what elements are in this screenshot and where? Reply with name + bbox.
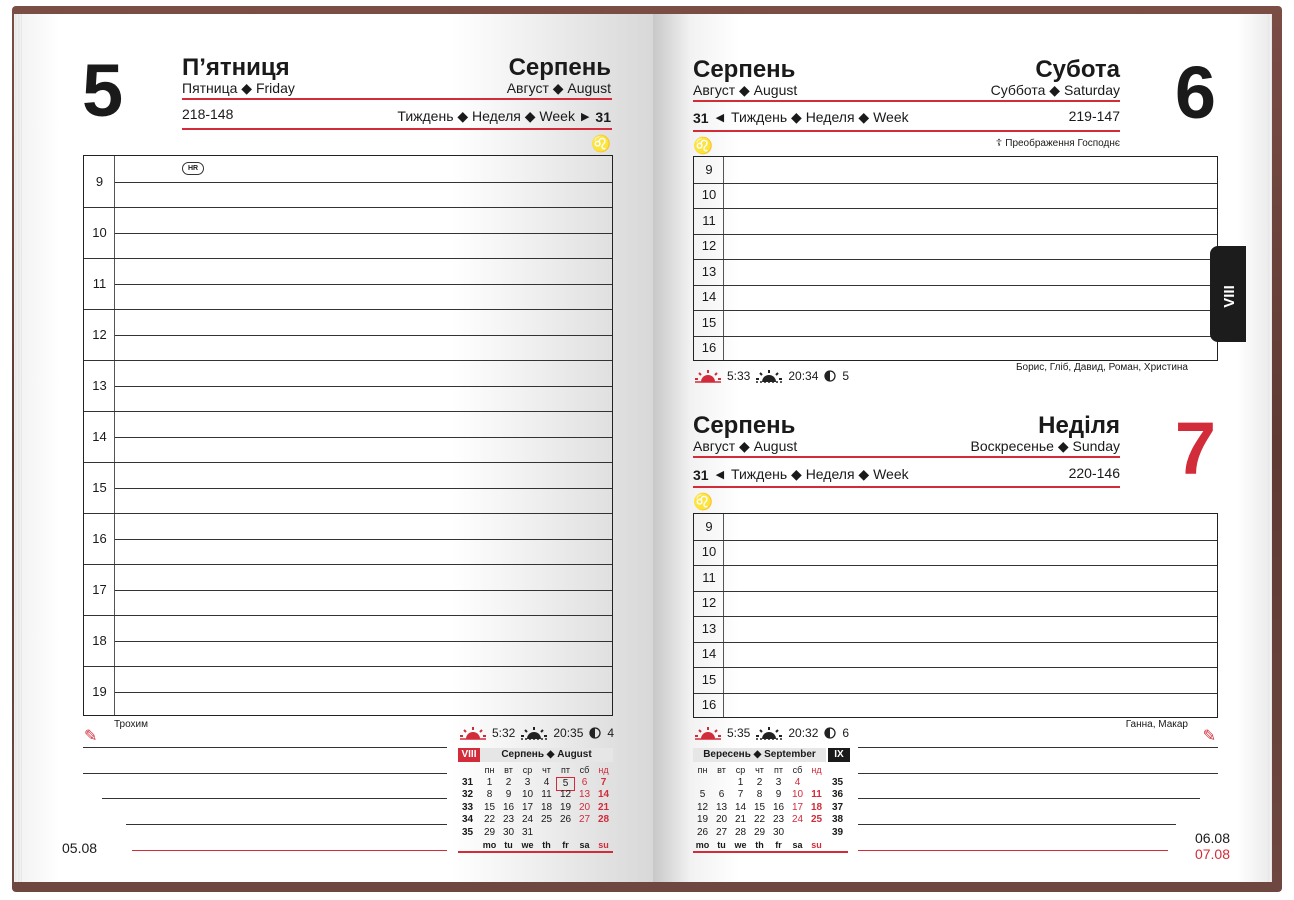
sat-month-name: Серпень bbox=[693, 56, 796, 83]
calendar-day[interactable]: 6 bbox=[581, 776, 588, 788]
header-divider-2 bbox=[182, 128, 612, 130]
calendar-day[interactable]: 12 bbox=[559, 789, 572, 800]
sunrise-icon bbox=[695, 726, 721, 740]
calendar-day[interactable]: 11 bbox=[811, 789, 822, 800]
calendar-day[interactable]: 23 bbox=[502, 814, 515, 825]
calendar-day[interactable]: 15 bbox=[753, 801, 766, 813]
week-number: 33 bbox=[461, 801, 474, 813]
weekday-label: ср bbox=[735, 765, 746, 775]
hour-label: 14 bbox=[701, 646, 717, 662]
sat-moon: 5 bbox=[842, 369, 850, 383]
sun-day-number: 7 bbox=[1174, 407, 1216, 490]
weekday-label: пн bbox=[697, 765, 708, 775]
time-slot[interactable] bbox=[724, 642, 1217, 668]
time-slot[interactable] bbox=[115, 309, 612, 360]
weekday-label: пт bbox=[561, 765, 570, 775]
calendar-day[interactable]: 18 bbox=[810, 801, 823, 813]
moon-phase-icon bbox=[824, 727, 836, 739]
time-slot[interactable] bbox=[724, 667, 1217, 693]
hour-label: 12 bbox=[701, 238, 717, 254]
calendar-day[interactable]: 5 bbox=[556, 777, 575, 791]
week-number: 36 bbox=[831, 789, 844, 800]
weekday-label-en: tu bbox=[717, 840, 726, 850]
hour-label: 12 bbox=[92, 326, 107, 342]
calendar-day[interactable]: 20 bbox=[578, 801, 591, 813]
cross-icon: ☦ bbox=[995, 138, 1003, 149]
weekday-label-en: sa bbox=[579, 840, 590, 850]
calendar-day[interactable]: 10 bbox=[791, 789, 804, 800]
calendar-bottom-rule bbox=[693, 851, 848, 853]
calendar-day[interactable]: 27 bbox=[578, 814, 591, 825]
sat-holiday bbox=[996, 138, 1120, 149]
sunset-icon bbox=[756, 726, 782, 740]
calendar-day[interactable]: 17 bbox=[791, 801, 804, 813]
weekday-label: нд bbox=[598, 765, 609, 775]
week-label: Тиждень ◆ Неделя ◆ Week bbox=[397, 108, 575, 124]
name-day: Трохим bbox=[114, 719, 149, 730]
header-divider bbox=[182, 98, 612, 100]
weekday-label-en: mo bbox=[695, 840, 710, 850]
mini-calendar-august bbox=[458, 748, 613, 852]
calendar-day[interactable]: 21 bbox=[734, 814, 747, 825]
note-line bbox=[83, 747, 447, 748]
weekday-label-en: fr bbox=[775, 840, 782, 850]
sunset-icon bbox=[521, 726, 547, 740]
footer-line bbox=[858, 850, 1168, 851]
sat-day-name: Субота bbox=[1035, 56, 1120, 83]
sat-sun-moon-info bbox=[695, 369, 849, 383]
week-number: 35 bbox=[461, 826, 474, 838]
sun-day-sub: Воскресенье ◆ Sunday bbox=[970, 438, 1120, 454]
calendar-day[interactable]: 22 bbox=[483, 814, 496, 825]
month-index-tab[interactable] bbox=[1210, 246, 1246, 342]
sun-week-info bbox=[693, 466, 909, 483]
calendar-month-title: Серпень ◆ August bbox=[480, 748, 613, 762]
sun-moon-info bbox=[460, 726, 614, 740]
hour-label: 10 bbox=[701, 544, 717, 560]
sun-sunrise: 5:35 bbox=[727, 726, 751, 740]
footer-date-sat: 06.08 bbox=[1194, 830, 1230, 846]
calendar-day[interactable]: 2 bbox=[756, 776, 763, 788]
calendar-day[interactable]: 8 bbox=[756, 789, 763, 800]
hour-label: 9 bbox=[705, 161, 713, 177]
time-slot[interactable] bbox=[724, 183, 1217, 209]
play-arrow-icon: ▶ bbox=[580, 111, 590, 123]
sun-header-divider bbox=[693, 456, 1120, 458]
weekday-label: нд bbox=[811, 765, 822, 775]
calendar-day[interactable]: 9 bbox=[505, 789, 512, 800]
time-slot[interactable] bbox=[724, 540, 1217, 566]
hour-label: 11 bbox=[92, 275, 107, 291]
sunrise-icon bbox=[460, 726, 486, 740]
sun-name-days: Ганна, Макар bbox=[1125, 719, 1188, 730]
hour-grid bbox=[83, 155, 613, 716]
weekday-label: пн bbox=[484, 765, 495, 775]
note-line bbox=[858, 747, 1218, 748]
sat-holiday-text: Преображення Господнє bbox=[1005, 138, 1120, 149]
calendar-month-roman: IX bbox=[828, 748, 850, 762]
note-line bbox=[858, 798, 1200, 799]
sat-month-sub: Август ◆ August bbox=[693, 82, 798, 98]
weekday-label: ср bbox=[522, 765, 533, 775]
day-count: 218-148 bbox=[182, 106, 234, 122]
sat-week-number: 31 bbox=[693, 109, 709, 126]
calendar-day[interactable]: 9 bbox=[775, 789, 782, 800]
sat-day-number: 6 bbox=[1174, 51, 1216, 134]
calendar-month-roman: VIII bbox=[458, 748, 480, 762]
hour-label: 16 bbox=[701, 340, 717, 356]
time-slot[interactable] bbox=[724, 514, 1217, 540]
calendar-day[interactable]: 21 bbox=[597, 801, 610, 813]
calendar-day[interactable]: 27 bbox=[715, 826, 728, 838]
calendar-day[interactable]: 15 bbox=[483, 801, 496, 813]
hour-label: 16 bbox=[701, 697, 717, 713]
month-tab-label: VIII bbox=[1220, 285, 1238, 308]
weekday-label-en: su bbox=[811, 840, 822, 850]
weekday-label: вт bbox=[717, 765, 726, 775]
calendar-day[interactable]: 25 bbox=[810, 814, 823, 825]
weekday-label-en: th bbox=[542, 840, 551, 850]
right-page bbox=[654, 14, 1268, 882]
weekday-label-en: we bbox=[734, 840, 747, 850]
time-slot[interactable] bbox=[115, 156, 612, 207]
footer-date: 05.08 bbox=[62, 840, 98, 856]
calendar-day[interactable]: 4 bbox=[543, 776, 550, 788]
calendar-day[interactable]: 26 bbox=[696, 826, 709, 838]
time-slot[interactable] bbox=[724, 285, 1217, 311]
hour-label: 15 bbox=[701, 671, 717, 687]
hour-label: 11 bbox=[702, 569, 716, 585]
calendar-day[interactable]: 12 bbox=[696, 801, 709, 813]
hour-label: 11 bbox=[702, 212, 716, 228]
calendar-day[interactable]: 29 bbox=[753, 826, 766, 838]
week-number: 31 bbox=[461, 776, 474, 788]
time-slot[interactable] bbox=[115, 360, 612, 411]
sunrise-time: 5:32 bbox=[492, 726, 516, 740]
calendar-day[interactable]: 26 bbox=[559, 814, 572, 825]
calendar-day[interactable]: 25 bbox=[540, 814, 553, 825]
sun-hour-grid bbox=[693, 513, 1218, 718]
note-line bbox=[126, 824, 447, 825]
sat-name-days: Борис, Гліб, Давид, Роман, Христина bbox=[1015, 362, 1188, 373]
calendar-bottom-rule bbox=[458, 851, 613, 853]
weekday-label-en: tu bbox=[504, 840, 513, 850]
weekday-label: вт bbox=[504, 765, 513, 775]
calendar-day[interactable]: 18 bbox=[540, 801, 553, 813]
calendar-day[interactable]: 28 bbox=[597, 814, 610, 825]
week-number: 37 bbox=[831, 801, 844, 813]
sunset-icon bbox=[756, 369, 782, 383]
back-arrow-icon: ◀ bbox=[715, 112, 725, 124]
week-number: 38 bbox=[831, 814, 844, 825]
time-slot[interactable] bbox=[115, 207, 612, 258]
hour-label: 10 bbox=[92, 224, 107, 240]
time-slot[interactable] bbox=[724, 234, 1217, 260]
calendar-day[interactable]: 1 bbox=[486, 776, 493, 788]
sun-day-name: Неділя bbox=[1038, 412, 1120, 439]
time-slot[interactable] bbox=[724, 693, 1217, 719]
footer-line bbox=[132, 850, 447, 851]
calendar-day[interactable]: 8 bbox=[486, 789, 493, 800]
note-line bbox=[858, 773, 1218, 774]
time-slot[interactable] bbox=[115, 513, 612, 564]
note-line bbox=[83, 773, 447, 774]
sun-week-number: 31 bbox=[693, 466, 709, 483]
hour-label: 13 bbox=[92, 377, 107, 393]
sat-day-count: 219-147 bbox=[1068, 108, 1120, 124]
time-slot[interactable] bbox=[115, 615, 612, 666]
time-slot[interactable] bbox=[724, 336, 1217, 362]
day-number: 5 bbox=[82, 49, 124, 132]
moon-phase-icon bbox=[589, 727, 601, 739]
sun-month-name: Серпень bbox=[693, 412, 796, 439]
sun-header-divider-2 bbox=[693, 486, 1120, 488]
sun-month-sub: Август ◆ August bbox=[693, 438, 798, 454]
calendar-day[interactable]: 19 bbox=[696, 814, 709, 825]
time-slot[interactable] bbox=[724, 591, 1217, 617]
day-name-sub: Пятница ◆ Friday bbox=[182, 80, 295, 96]
calendar-day[interactable]: 3 bbox=[775, 776, 782, 788]
calendar-day[interactable]: 16 bbox=[772, 801, 785, 813]
pencil-icon: ✎ bbox=[1202, 728, 1216, 745]
back-arrow-icon: ◀ bbox=[715, 469, 725, 481]
sat-week-label: Тиждень ◆ Неделя ◆ Week bbox=[731, 109, 909, 125]
day-name: П’ятниця bbox=[182, 54, 290, 81]
hour-label: 13 bbox=[701, 263, 717, 279]
sat-day-sub: Суббота ◆ Saturday bbox=[990, 82, 1120, 98]
calendar-day[interactable]: 7 bbox=[600, 776, 607, 788]
sat-header-divider-2 bbox=[693, 130, 1120, 132]
week-number: 34 bbox=[461, 814, 474, 825]
calendar-day[interactable]: 5 bbox=[699, 789, 706, 800]
calendar-day[interactable]: 10 bbox=[521, 789, 534, 800]
weekday-label-en: we bbox=[521, 840, 534, 850]
calendar-day[interactable]: 16 bbox=[502, 801, 515, 813]
calendar-day[interactable]: 4 bbox=[794, 776, 801, 788]
sun-sunset: 20:32 bbox=[788, 726, 819, 740]
left-page bbox=[22, 14, 654, 882]
sun-sun-moon-info bbox=[695, 726, 849, 740]
sat-header-divider bbox=[693, 100, 1120, 102]
calendar-day[interactable]: 30 bbox=[502, 826, 515, 838]
time-slot[interactable] bbox=[724, 157, 1217, 183]
week-number: 32 bbox=[461, 789, 474, 800]
sunset-time: 20:35 bbox=[553, 726, 584, 740]
calendar-day[interactable]: 7 bbox=[737, 789, 744, 800]
hour-label: 17 bbox=[92, 581, 107, 597]
calendar-day[interactable]: 30 bbox=[772, 826, 785, 838]
weekday-label: сб bbox=[579, 765, 590, 775]
week-number: 31 bbox=[595, 108, 611, 125]
week-info bbox=[397, 108, 611, 125]
time-slot[interactable] bbox=[724, 310, 1217, 336]
calendar-day[interactable]: 22 bbox=[753, 814, 766, 825]
calendar-day[interactable]: 14 bbox=[597, 789, 610, 800]
calendar-day[interactable]: 13 bbox=[578, 789, 591, 800]
page-edges-left bbox=[14, 14, 22, 882]
weekday-label: чт bbox=[542, 765, 551, 775]
time-slot[interactable] bbox=[115, 411, 612, 462]
calendar-day[interactable]: 2 bbox=[505, 776, 512, 788]
calendar-day[interactable]: 6 bbox=[718, 789, 725, 800]
time-slot[interactable] bbox=[115, 462, 612, 513]
moon-day: 4 bbox=[607, 726, 615, 740]
hour-label: 16 bbox=[92, 530, 107, 546]
hour-label: 15 bbox=[92, 479, 107, 495]
time-slot[interactable] bbox=[115, 564, 612, 615]
hour-label: 15 bbox=[701, 314, 717, 330]
calendar-day[interactable]: 19 bbox=[559, 801, 572, 813]
time-slot[interactable] bbox=[115, 666, 612, 717]
week-number: 39 bbox=[831, 826, 844, 838]
mini-calendar-september bbox=[693, 748, 848, 852]
month-name-sub: Август ◆ August bbox=[506, 80, 611, 96]
weekday-label-en: th bbox=[755, 840, 764, 850]
calendar-day[interactable]: 1 bbox=[737, 776, 744, 788]
weekday-label: пт bbox=[774, 765, 783, 775]
sun-day-count: 220-146 bbox=[1068, 465, 1120, 481]
hr-badge: HR bbox=[182, 162, 204, 175]
leo-zodiac-icon: ♌ bbox=[591, 136, 611, 153]
calendar-month-title: Вересень ◆ September bbox=[693, 748, 826, 762]
calendar-day[interactable]: 28 bbox=[734, 826, 747, 838]
weekday-label: чт bbox=[755, 765, 764, 775]
sun-leo-zodiac-icon: ♌ bbox=[693, 494, 713, 511]
note-line bbox=[102, 798, 447, 799]
hour-label: 19 bbox=[92, 683, 107, 699]
weekday-label-en: mo bbox=[482, 840, 497, 850]
calendar-day[interactable]: 31 bbox=[521, 826, 534, 838]
time-slot[interactable] bbox=[724, 565, 1217, 591]
time-slot[interactable] bbox=[724, 259, 1217, 285]
sat-sunset: 20:34 bbox=[788, 369, 819, 383]
hour-label: 9 bbox=[705, 518, 713, 534]
calendar-day[interactable]: 13 bbox=[715, 801, 728, 813]
note-line bbox=[858, 824, 1176, 825]
footer-date-sun: 07.08 bbox=[1194, 846, 1230, 862]
sat-week-info bbox=[693, 109, 909, 126]
moon-phase-icon bbox=[824, 370, 836, 382]
calendar-day[interactable]: 3 bbox=[524, 776, 531, 788]
sat-hour-grid bbox=[693, 156, 1218, 361]
time-slot[interactable] bbox=[115, 258, 612, 309]
hour-label: 12 bbox=[701, 595, 717, 611]
month-name: Серпень bbox=[508, 54, 611, 81]
calendar-day[interactable]: 17 bbox=[521, 801, 534, 813]
calendar-day[interactable]: 29 bbox=[483, 826, 496, 838]
hour-label: 14 bbox=[92, 428, 107, 444]
sun-week-label: Тиждень ◆ Неделя ◆ Week bbox=[731, 466, 909, 482]
calendar-day[interactable]: 24 bbox=[521, 814, 534, 825]
sunrise-icon bbox=[695, 369, 721, 383]
sun-moon: 6 bbox=[842, 726, 850, 740]
weekday-label-en: sa bbox=[792, 840, 803, 850]
hour-label: 10 bbox=[701, 187, 717, 203]
calendar-day[interactable]: 23 bbox=[772, 814, 785, 825]
time-slot[interactable] bbox=[724, 616, 1217, 642]
hour-label: 9 bbox=[95, 173, 104, 189]
sat-leo-zodiac-icon: ♌ bbox=[693, 138, 713, 155]
calendar-day[interactable]: 24 bbox=[791, 814, 804, 825]
week-number: 35 bbox=[831, 776, 844, 788]
hour-label: 13 bbox=[701, 620, 717, 636]
sat-sunrise: 5:33 bbox=[727, 369, 751, 383]
weekday-label-en: fr bbox=[562, 840, 569, 850]
hour-label: 18 bbox=[92, 632, 107, 648]
calendar-day[interactable]: 20 bbox=[715, 814, 728, 825]
hour-label: 14 bbox=[701, 289, 717, 305]
calendar-day[interactable]: 11 bbox=[541, 789, 552, 800]
pencil-icon: ✎ bbox=[84, 728, 98, 745]
weekday-label-en: su bbox=[598, 840, 609, 850]
time-slot[interactable] bbox=[724, 208, 1217, 234]
weekday-label: сб bbox=[792, 765, 803, 775]
calendar-day[interactable]: 14 bbox=[734, 801, 747, 813]
